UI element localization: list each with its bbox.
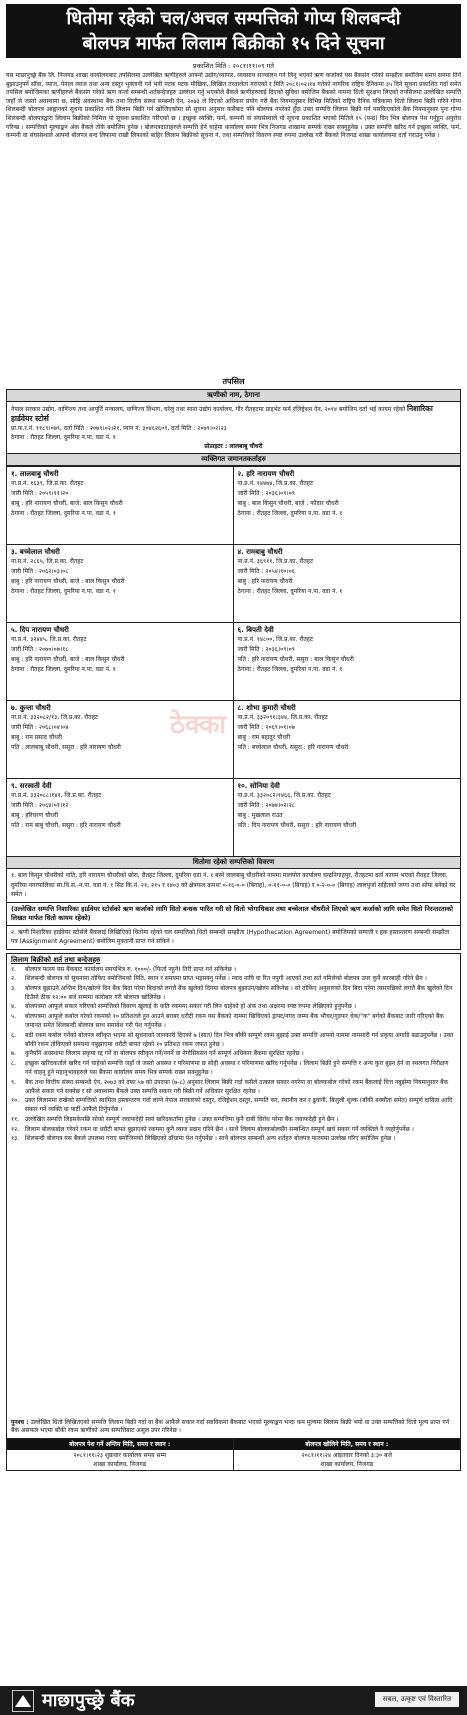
term-item xyxy=(11,1134,456,1143)
term-number: १. xyxy=(11,965,17,973)
footer-submission xyxy=(7,1439,234,1470)
postscript-label: पुनश्च : xyxy=(11,1418,29,1426)
footer-opening-place: शाखा कार्यालय, निजगढ xyxy=(320,1460,374,1468)
footer-submission-place: शाखा कार्यालय, निजगढ xyxy=(93,1460,147,1468)
guarantor-detail: बाबु : हरिचरण चौधरी xyxy=(11,812,59,819)
guarantor-detail: ना.प्र.नं. ३३२०८२/१३, जि.प्र.का. रौतहट xyxy=(11,714,98,721)
term-number: ३. xyxy=(11,984,17,992)
guarantor-detail: बाबु : हरि नारायण चौधरी, बाजे : बाल किसुन चौधरी xyxy=(11,656,125,663)
borrower-name: निशारिका हार्डवेयर स्टोर्स xyxy=(11,404,433,423)
bank-tagline: सबल, उत्कृष्ट एवं विस्तारित xyxy=(375,1692,459,1707)
guarantor-card xyxy=(7,622,234,700)
guarantor-card xyxy=(7,778,234,856)
term-text: उल्लेखित सम्पत्ति लिइसकेपछि सोको सम्पूर्ण जवाफदेही स्वयं खरिदकर्तामा हुनेछ । उक्त सम्पत्तिमा कुनै दाबी विरोध परेमा बैंक जवाफदेही हुने छैन । xyxy=(25,1116,339,1123)
term-number: २. xyxy=(11,975,17,983)
term-number: ६. xyxy=(11,1031,17,1039)
borrower-proprietor: प्रोप्राइटर : लालबाबु चौधरी xyxy=(204,443,263,450)
term-number: ८. xyxy=(11,1059,17,1067)
guarantor-detail: पति : लालबाबु चौधरी, ससुरा : हरि नारायण चौधरी xyxy=(11,744,121,751)
watermark: ठेक्का xyxy=(170,710,226,740)
guarantor-detail: जारी मिति : २०७४।०२।२८ xyxy=(237,802,295,809)
property-bold-note: (उल्लेखित सम्पत्ति निशारिका हार्डवेयर स्टोर्सको ऋण कर्जाको लागि धितो बन्धक पारित गरी सो धितो भोगाधिकार तथा बच्चेलाल चौधरीले लिएको ऋण कर्जाको लागि समेत धितो निरन्तरताको लिखत मार्फत धितो कायम रहेको) xyxy=(7,902,460,925)
guarantor-detail: ना.प्र.नं. ३३२०८८।१४१, जि.प्र.का. रौतहट xyxy=(11,792,102,799)
term-item xyxy=(11,1125,456,1134)
term-item xyxy=(11,1031,456,1049)
term-number: ५. xyxy=(11,1012,17,1020)
guarantor-detail: ठेगाना : रौतहट जिल्ला, दुमरिया न.पा. वडा नं. १ xyxy=(237,510,343,517)
guarantor-card xyxy=(234,544,461,622)
term-text: बोलपत्र फारम यस बैंकबाट कार्यालय समयभित्र रु. १०००/- (फिर्ता नहुने) तिरी प्राप्त गर्न सकिनेछ । xyxy=(25,965,237,973)
header-line-2: बोलपत्र मार्फत लिलाम बिक्रीको १५ दिने सूचना xyxy=(82,33,385,54)
term-text: शिलबन्दी बोलपत्र यो सूचनामा तोकिए बमोजिमको मिति, स्थान र समयमा प्राप्त भइसक्नु पर्नेछ । म्याद नाघि वा रित नपुगी आएको तथा सर्त नमिलेको बोलपत्र उपर कुनै कारबाही गरिने छैन । xyxy=(25,975,427,983)
term-item xyxy=(11,1078,456,1096)
guarantor-detail: बाबु : बाल किसुन चौधरी, बाजे : फौदार चौधरी xyxy=(237,500,339,507)
guarantor-detail: जारी मिति : २०६२।०३।०८ xyxy=(11,568,69,575)
term-number: १३. xyxy=(11,1135,20,1143)
tapsil-heading: तपसिल xyxy=(222,377,245,386)
guarantor-detail: जारी मिति : २०३६।०९।०९ xyxy=(237,490,295,497)
borrower-table xyxy=(6,389,461,950)
term-number: ७. xyxy=(11,1050,17,1058)
guarantor-grid xyxy=(7,466,460,856)
guarantor-detail: जारी मिति : २०५४।१०।०६ xyxy=(237,568,295,575)
term-number: ४. xyxy=(11,1003,17,1011)
notice-page xyxy=(6,4,461,1471)
guarantor-detail: जारी मिति : २०३६।०९।०९ xyxy=(237,646,295,653)
borrower-desc: नेपाल सरकार उद्योग, वाणिज्य तथा आपूर्ति मन्त्रालय, वाणिज्य विभाग, घरेलु तथा साना उद्योग कार्यालय, गौर रौतहटमा प्राइभेट फर्म रजिष्ट्रेशन ऐन, २०१४ बमोजिम दर्ता भई कायम रहेको xyxy=(11,406,406,413)
guarantor-detail: पति : राम बाबु चौधरी, ससुरा : हरि नारायण चौधरी xyxy=(11,822,121,829)
guarantor-detail: पति : बच्चेलाल चौधरी, ससुरा : हरि नारायण चौधरी xyxy=(237,744,349,751)
guarantor-detail: बाबु : मुखलाल राउत xyxy=(237,812,283,819)
guarantor-name: ९. सरस्वती देवी xyxy=(11,782,52,790)
guarantor-detail: जारी मिति : २०६९।०१।०७ xyxy=(237,724,295,731)
guarantor-detail: ठेगाना : रौतहट जिल्ला, दुमरिया न.पा. वडा नं. १ xyxy=(11,666,116,673)
term-text: बढी रकम कबोल गर्नेको बोलपत्र स्वीकृत भएमा सो सूचनाको जानकारी दिएको ७ (सात) दिन भित्र बाँकी सम्पूर्ण रकम बुझाई उक्त सम्पत्ति आफ्नो नाममा नामसारी गर्न प्रकृया अगाडि बढाउनुपर्नेछ । उक्त बाँकी रकम तोकिएको समयमा नबुझाएमा धरौटी बापत रहेको १० प्रतिशत रकम जफत हुनेछ । xyxy=(25,1031,454,1048)
guarantor-detail: बाबु : राम बहादुर चौधरी xyxy=(237,734,291,741)
guarantor-card xyxy=(7,466,234,544)
footer-opening-date: २०८१।११।२४ आइतवार दिनको ३:३० बजे xyxy=(301,1451,392,1459)
guarantor-card xyxy=(234,700,461,778)
term-text: बोलपत्र बुझाउने अन्तिम दिन/खोल्ने दिन बैंक बिदा परेमा बिदाको लगत्तै बैंक खुलेको दिनमा बोलपत्र बुझाउन/खोल्न सकिनेछ । सो तोकिए अनुसारको दिन बिदा परेमा त्यसपछिको लगत्तै बैंक खुलेको दिन दिउँसो ठीक १२:०० बजे सम्ममा कारोबार गरी बोलपत्र खोलिनेछ । xyxy=(25,984,453,1001)
header-line-1: धितोमा रहेको चल/अचल सम्पत्तिको गोप्य शिलबन्दी xyxy=(66,8,401,29)
notice-header xyxy=(6,4,461,58)
term-number: १२. xyxy=(11,1125,20,1133)
term-number: ११. xyxy=(11,1116,20,1123)
term-text: बोलपत्रमा आफूले कबोल गरेको रकमको १० प्रतिशतले हुन आउने बराबर धरौटी रकम यस बैंकको नाममा खिचिएको ड्राफ्ट/नगद जम्मा बैंक भौचर/गुडफर चेक/"क" बर्गको बैंकबाट जारी गरिएको बैंक जमानत समेत शिलबन्दी बोलपत्र साथ समावेश गरी पेश गर्नुपर्नेछ । xyxy=(25,1012,444,1030)
guarantor-detail: जारी मिति : २०५९।११।२० xyxy=(11,490,69,497)
guarantor-detail: जारी मिति : २०६४।०१।१२ xyxy=(11,802,69,809)
guarantor-name: ८. शोभा कुमारी चौधरी xyxy=(237,704,296,712)
guarantor-card xyxy=(234,622,461,700)
guarantor-section-title: व्यक्तिगत जमानतकर्ताहरु xyxy=(7,453,460,466)
term-item xyxy=(11,1049,456,1058)
term-item xyxy=(11,1096,456,1114)
terms-box xyxy=(6,953,461,1471)
bank-brand-bar xyxy=(0,1686,467,1715)
borrower-address: ठेगाना : रौतहट जिल्ला, दुमरिया न.पा. वडा नं. १ xyxy=(11,434,116,441)
guarantor-name: ३. बच्चेलाल चौधरी xyxy=(11,548,60,556)
guarantor-name: २. हरि नारायण चौधरी xyxy=(237,470,295,478)
term-text: बोलपत्रमा आफूले सकार गरिएको सम्पत्तिको विवरण खुलाई के कति रकममा सकार गरी लिन चाहेको हो अंक तथा अक्षरमा स्पष्ट रुपमा लेखिएको हुनुपर्नेछ । xyxy=(25,1003,357,1011)
footer-dates xyxy=(7,1438,460,1470)
term-item xyxy=(11,1115,456,1124)
guarantor-detail: ना.प्र.नं. ३३२०८२।१४६६, जि.प्र.का. रौतहट xyxy=(237,792,331,799)
guarantor-card xyxy=(234,466,461,544)
guarantor-detail: ना.प्र.नं. १४८००, जि.प्र.का. रौतहट xyxy=(237,636,314,643)
term-text: उक्त लिलाममा राखेको सम्पत्तिको स्वामित्व हस्तान्तरण गर्दा लाग्ने नेपाल सरकारको दस्तुर, रजिष्ट्रेशन दस्तुर, सम्पति कर, स्थानीय कर र ढुवानी, बिजुली शुल्क (बाँकी बक्यौता समेत) सम्पूर्ण दायित्व आदि सकार गर्ने व्यक्ति वा पार्टी आफैंले तिर्नुपर्नेछ । xyxy=(25,1097,453,1114)
guarantor-detail: ठेगाना : रौतहट जिल्ला, दुमरिया न.पा. वडा नं. १ xyxy=(11,588,116,595)
guarantor-detail: ना.प्र.नं. ३३२०९१।३४४, जि.प्र.का. रौतहट xyxy=(237,714,328,721)
guarantor-detail: जारी मिति : २०७०।०७।१८ xyxy=(11,646,69,653)
guarantor-detail: ठेगाना : रौतहट जिल्ला, दुमरिया न.पा. वडा नं. १ xyxy=(11,510,116,517)
guarantor-detail: पति : हरि नारायण चौधरी, ससुरा : बाल किसुन चौधरी xyxy=(237,656,354,663)
term-item xyxy=(11,974,456,983)
guarantor-detail: ना.प्र.नं. ३६९११, जि.प्र.का. रौतहट xyxy=(237,558,314,565)
intro-paragraph: यस माछापुच्छ्रे बैंक लि. निजगढ शाखा कार्यालयबाट तपसिलमा उल्लेखित ऋणीहरुले आफ्नो उद्योग/व्यापार, व्यवसाय सञ्चालन गर्न लिनु भएको ऋण कर्जाको यस बैंकसंग गरेको सम्झौता बमोजिम समय सममा तिर्ने बुझाउनुपर्ने सॉवा, व्याज, पेनाल व्याज तथा अन्य दस्तुर भुक्तानी गर्न भनी पटक पटक मौखिक, लिखित तरतालेता गराएको र मिति २०८१।०२।१४ गतेको नागरिक राष्ट्रिय दैनिकमा ३५ दिने सूचना प्रकाशित गर्दा समेत तपसिल बमोजिमका ऋणीहरुले बैंकसंग गरेको ऋण कर्जा सम्बन्धी शर्तबन्देजहरु उल्लंघन गर्नु भएकोले बैंकले ऋणीहरुलाई दिएको सुविधा बमोजिम बैंकको नाममा धितो सुरक्षण लिएको तपसिलमा उल्लेखित सम्पत्ति जहाँ जे जस्तो अवस्थामा छ, सोहि अवस्थामा बैंक तथा वित्तीय संस्था सम्बन्धी ऐन, २०७३ ले दिएको अधिकार प्रयोग गरी बैंक नियमानुसार विभिन्न मितिको राष्ट्रिय दैनिक पत्रिकामा धितो लिलाम बिक्री गरिने गोप्य शिलबन्दी बोलपत्र आह्वानको सूचना प्रकाशित गरी लिलाम बिक्री गर्न खोजिएकोमा सो सूचना अनुसार कसैबाट पनि बोलपत्र नपरेको हुँदा उक्त सम्पत्ति लिलाम बिक्री गर्न नसकिएकोले बैंक नियमानुसार पुनः गोप्य शिलबन्दी बोलपत्रद्वारा लिलाम बिक्रीको निमित्त यो सूचना प्रकाशित गरिएको छ । इच्छुक व्यक्ति, फर्म, कम्पनी वा संघसंस्थाले यो सूचना प्रकाशित भएको मितिले १५ (पन्ध्र) दिन भित्र बोलपत्र पेश गर्नुहुन अनुरोध गरिन्छ । सम्पत्तिको मूल्याङ्कन अंक बैंकले तोके बमोजिम हुनेछ । बोलपत्रदाताहरुले सम्पत्ति हेर्न चाहेमा कार्यालय समय भित्र निजगढ शाखामा सम्पर्क राख्न सक्नुहुनेछ । उक्त सम्पत्ति खरिद गर्न इच्छुक व्यक्ति, फर्म, कम्पनी वा संघसंस्थाले आफ्नो बोलपत्र बन्द लिफामा राखी लिफाको बाहिर लिलाम बिक्रीको सूचना नं. तथा सम्पत्तिको विवरण स्पष्ट रुपमा उल्लेख गरी बैंकको निजगढ शाखा कार्यालयमा दर्ता गराउनु पर्नेछ । xyxy=(6,72,461,140)
term-text: इच्छुक खरिदकर्ताले खरिद गर्न चाहेको सम्पत्ति जहाँ जे जस्तो अवस्था र परिमाणमा छ सोही अवस्था र परिमाणमा खरिद गर्नुपर्नेछ । लिलाम बिक्री हुने सम्पत्ति र अन्य कुरा बुझ्न हेर्न वा स्थलगत निरीक्षण गर्न चाहनु हुने महानुभावहरुले यस बैंकमा कार्यालय समय भित्र सम्पर्क राख्न सक्नुहुनेछ । xyxy=(25,1059,449,1077)
property-item-2: २. ऋणी निशारिका हार्डवेयर स्टोर्सले बैंकलाई लिखिएिको धितोमा रहेको चल सम्पत्तिको धितो सम्बन्धी सम्झौता (Hypothecation Agreement) बमोजिमको सम्पत्ती र हक हस्तान्तरण सम्बन्धी सम्झौता पत्र (Assignment Agreement) बमोजिम मुक्तानी प्राप्त गर्न सकिने । xyxy=(7,925,460,949)
guarantor-detail: ठेगाना : रौतहट जिल्ला, दुमरिया न.पा. वडा नं. १ xyxy=(237,588,343,595)
term-text: शिलबन्दी बोलपत्र यस बैंकले उपलब्ध गराए बमोजिमको लिखिएको ढाँचामा पेश गर्नुपर्नेछ । साथै बोलपत्र सम्बन्धी अन्य शर्तहरु बोलपत्र फारममा उल्लेख गरिए बमोजिम हुनेछ । xyxy=(25,1135,396,1143)
guarantor-detail: पति : दिप नारायण चौधरी, ससुरा : हरि नारायण चौधरी xyxy=(237,822,357,829)
footer-submission-date: २०८१।११।२३ शुक्रवार कार्यालय समय सम्म xyxy=(73,1451,166,1459)
term-text: कुनैपनि अवस्थामा लिलाम प्रकृया रद्द गर्ने वा बोलपत्र स्वीकृत गर्ने/नगर्ने वा नेगोसियसन गर्ने सम्पूर्ण अधिकार बैंकमा सुरक्षित रहनेछ । xyxy=(25,1050,304,1058)
term-text: बैंक तथा वित्तीय संस्था सम्बन्धी ऐन, २०७३ को दफा ५७ को उपदफा (७-८) अनुसार लिलाम बिक्री गर्दा कसैले तत्काल सकार नगरेमा वा बोलकबोल गरेको रकम बैंकलाई चित्त नबुझेमा नियमानुसार बैंक आफैंले सकार गर्न सक्नेछ र सो अवस्थामा बैंकले उक्त सम्पत्ति सकार गरी बिक्री गर्ने अधिकार सुरक्षित रहनेछ । xyxy=(25,1078,449,1095)
guarantor-detail: बाबु : हरि नारायण चौधरी, बाजे : बाल किसुन चौधरी xyxy=(11,578,125,585)
bank-logo-icon xyxy=(12,1690,34,1712)
guarantor-card xyxy=(234,778,461,856)
term-item xyxy=(11,1012,456,1030)
guarantor-detail: ना.प्र.नं. १६३९, जि.प्र.का. रौतहट xyxy=(11,480,84,487)
guarantor-detail: ना.प्र.नं. २८६५, जि.प्र.का. रौतहट xyxy=(11,558,84,565)
guarantor-name: ५. दिप नारायण चौधरी xyxy=(11,626,69,634)
guarantor-card xyxy=(7,544,234,622)
guarantor-detail: ना.प्र.नं. ३२४४५, जि.प्र.का. रौतहट xyxy=(11,636,87,643)
guarantor-detail: ना.प्र.नं. १४४७४, जि.प्र.का. रौतहट xyxy=(237,480,314,487)
term-number: ९. xyxy=(11,1078,17,1086)
guarantor-detail: बाबु : हरि नारायण चौधरी xyxy=(237,578,293,585)
guarantor-name: ४. रामबाबु चौधरी xyxy=(237,548,283,556)
guarantor-detail: जारी मिति : २०६८।०४।०४ xyxy=(11,724,69,731)
term-item xyxy=(11,965,456,974)
guarantor-name: ७. कुन्ता चौधरी xyxy=(11,704,51,712)
term-item xyxy=(11,1059,456,1077)
term-item xyxy=(11,984,456,1002)
published-date: प्रकाशित मिति : २०८१।११।०९ गते xyxy=(193,62,274,70)
guarantor-name: १. लालबाबु चौधरी xyxy=(11,470,59,478)
guarantor-detail: बाबु : हरि नारायण चौधरी, बाजे: बाल किसुन चौधरी xyxy=(11,500,123,507)
term-item xyxy=(11,1002,456,1011)
guarantor-detail: बाबु : राम प्रसाद चौधरी xyxy=(11,734,62,741)
footer-opening xyxy=(234,1439,461,1470)
footer-opening-title: बोलपत्र खोलिने मिति, समय र स्थान : xyxy=(234,1439,461,1450)
property-item-1: १. बाल किसुन चौधरीको नाति, हरि नारायण चौधरीको छोरा, रौतहट जिल्ला, दुमरिया वडा नं. १ बस्ने लालबाबु चौधरीको नाममा मालपोत कार्यालय चन्द्रनिगाहपुर, रौतहटमा दर्ता कायम भएको रौतहट जिल्ला, दुमरिया नगरपालिका सा.वि.स.-न.पा. वडा नं. १ सिट कि.नं. २१, २१५ र १४०३ को क्षेत्रफल क्रमशः ०-१६-०-० (बिगाह), ०-११-०-० (बिगाह) र ०-२-०-० (बिगाह) लालपुर्जा सहितको जग्गा तथा सोमा बनेको घर समेत । xyxy=(11,872,456,898)
terms-list xyxy=(7,965,460,1417)
guarantor-name: १०. सोनिया देवी xyxy=(237,782,280,790)
borrower-registration: प्रा.फ.र.नं. ११८९।०७९, दर्ता मिति : २०७९।०२।२१, प्यान नं. ३०४६२६०९, दर्ता मिति : २०७९।०२।२३ xyxy=(11,425,227,432)
guarantor-name: ६. बिपती देवी xyxy=(237,626,274,634)
guarantor-detail: ठेगाना : रौतहट जिल्ला, दुमरिया न.पा. वडा नं. १ xyxy=(237,666,343,673)
terms-title: लिलाम बिक्रीको शर्त तथा बन्देजहरु xyxy=(11,955,101,964)
term-text: लिलाम बोलकबोल गरेको रकम वा धरौटी बापत बुझाएको रकममा कुनै व्याज प्रदान गरिने छैन । साथै लिलाम बोलकबोलसँग सम्बन्धित सम्पूर्ण खर्च सकार गर्ने व्यक्तिले नै व्यहोर्नुपर्नेछ । xyxy=(25,1125,414,1133)
postscript xyxy=(7,1417,460,1438)
postscript-text: उल्लेखित धितो लिखितएको सम्पत्ति लिलाम बिक्री गर्दा वा बैंक आफैंले सकार गर्दा स्वाविकमा बैंकबाट भएको मूल्याङ्कन भन्दा कम मूल्यमा लिलाम बिक्री भयो वा उक्त सम्पत्तिको धितो मूल्य प्राप्त गर्न बैंक असफल भएमा बाँकी रकम ऋणीको अन्य सम्पत्तिबाट असुल उपर गरिनेछ । xyxy=(11,1418,450,1434)
term-number: १०. xyxy=(11,1097,20,1105)
bank-name: माछापुच्छ्रे बैंक xyxy=(42,1690,135,1711)
borrower-section-title: ऋणीको नाम, ठेगाना xyxy=(7,390,460,402)
borrower-details xyxy=(7,402,460,453)
footer-submission-title: बोलपत्र पेश गर्ने अन्तिम मिति, समय र स्थान : xyxy=(7,1439,233,1450)
property-section-title: धितोमा रहेको सम्पत्तिको विवरण xyxy=(7,856,460,869)
